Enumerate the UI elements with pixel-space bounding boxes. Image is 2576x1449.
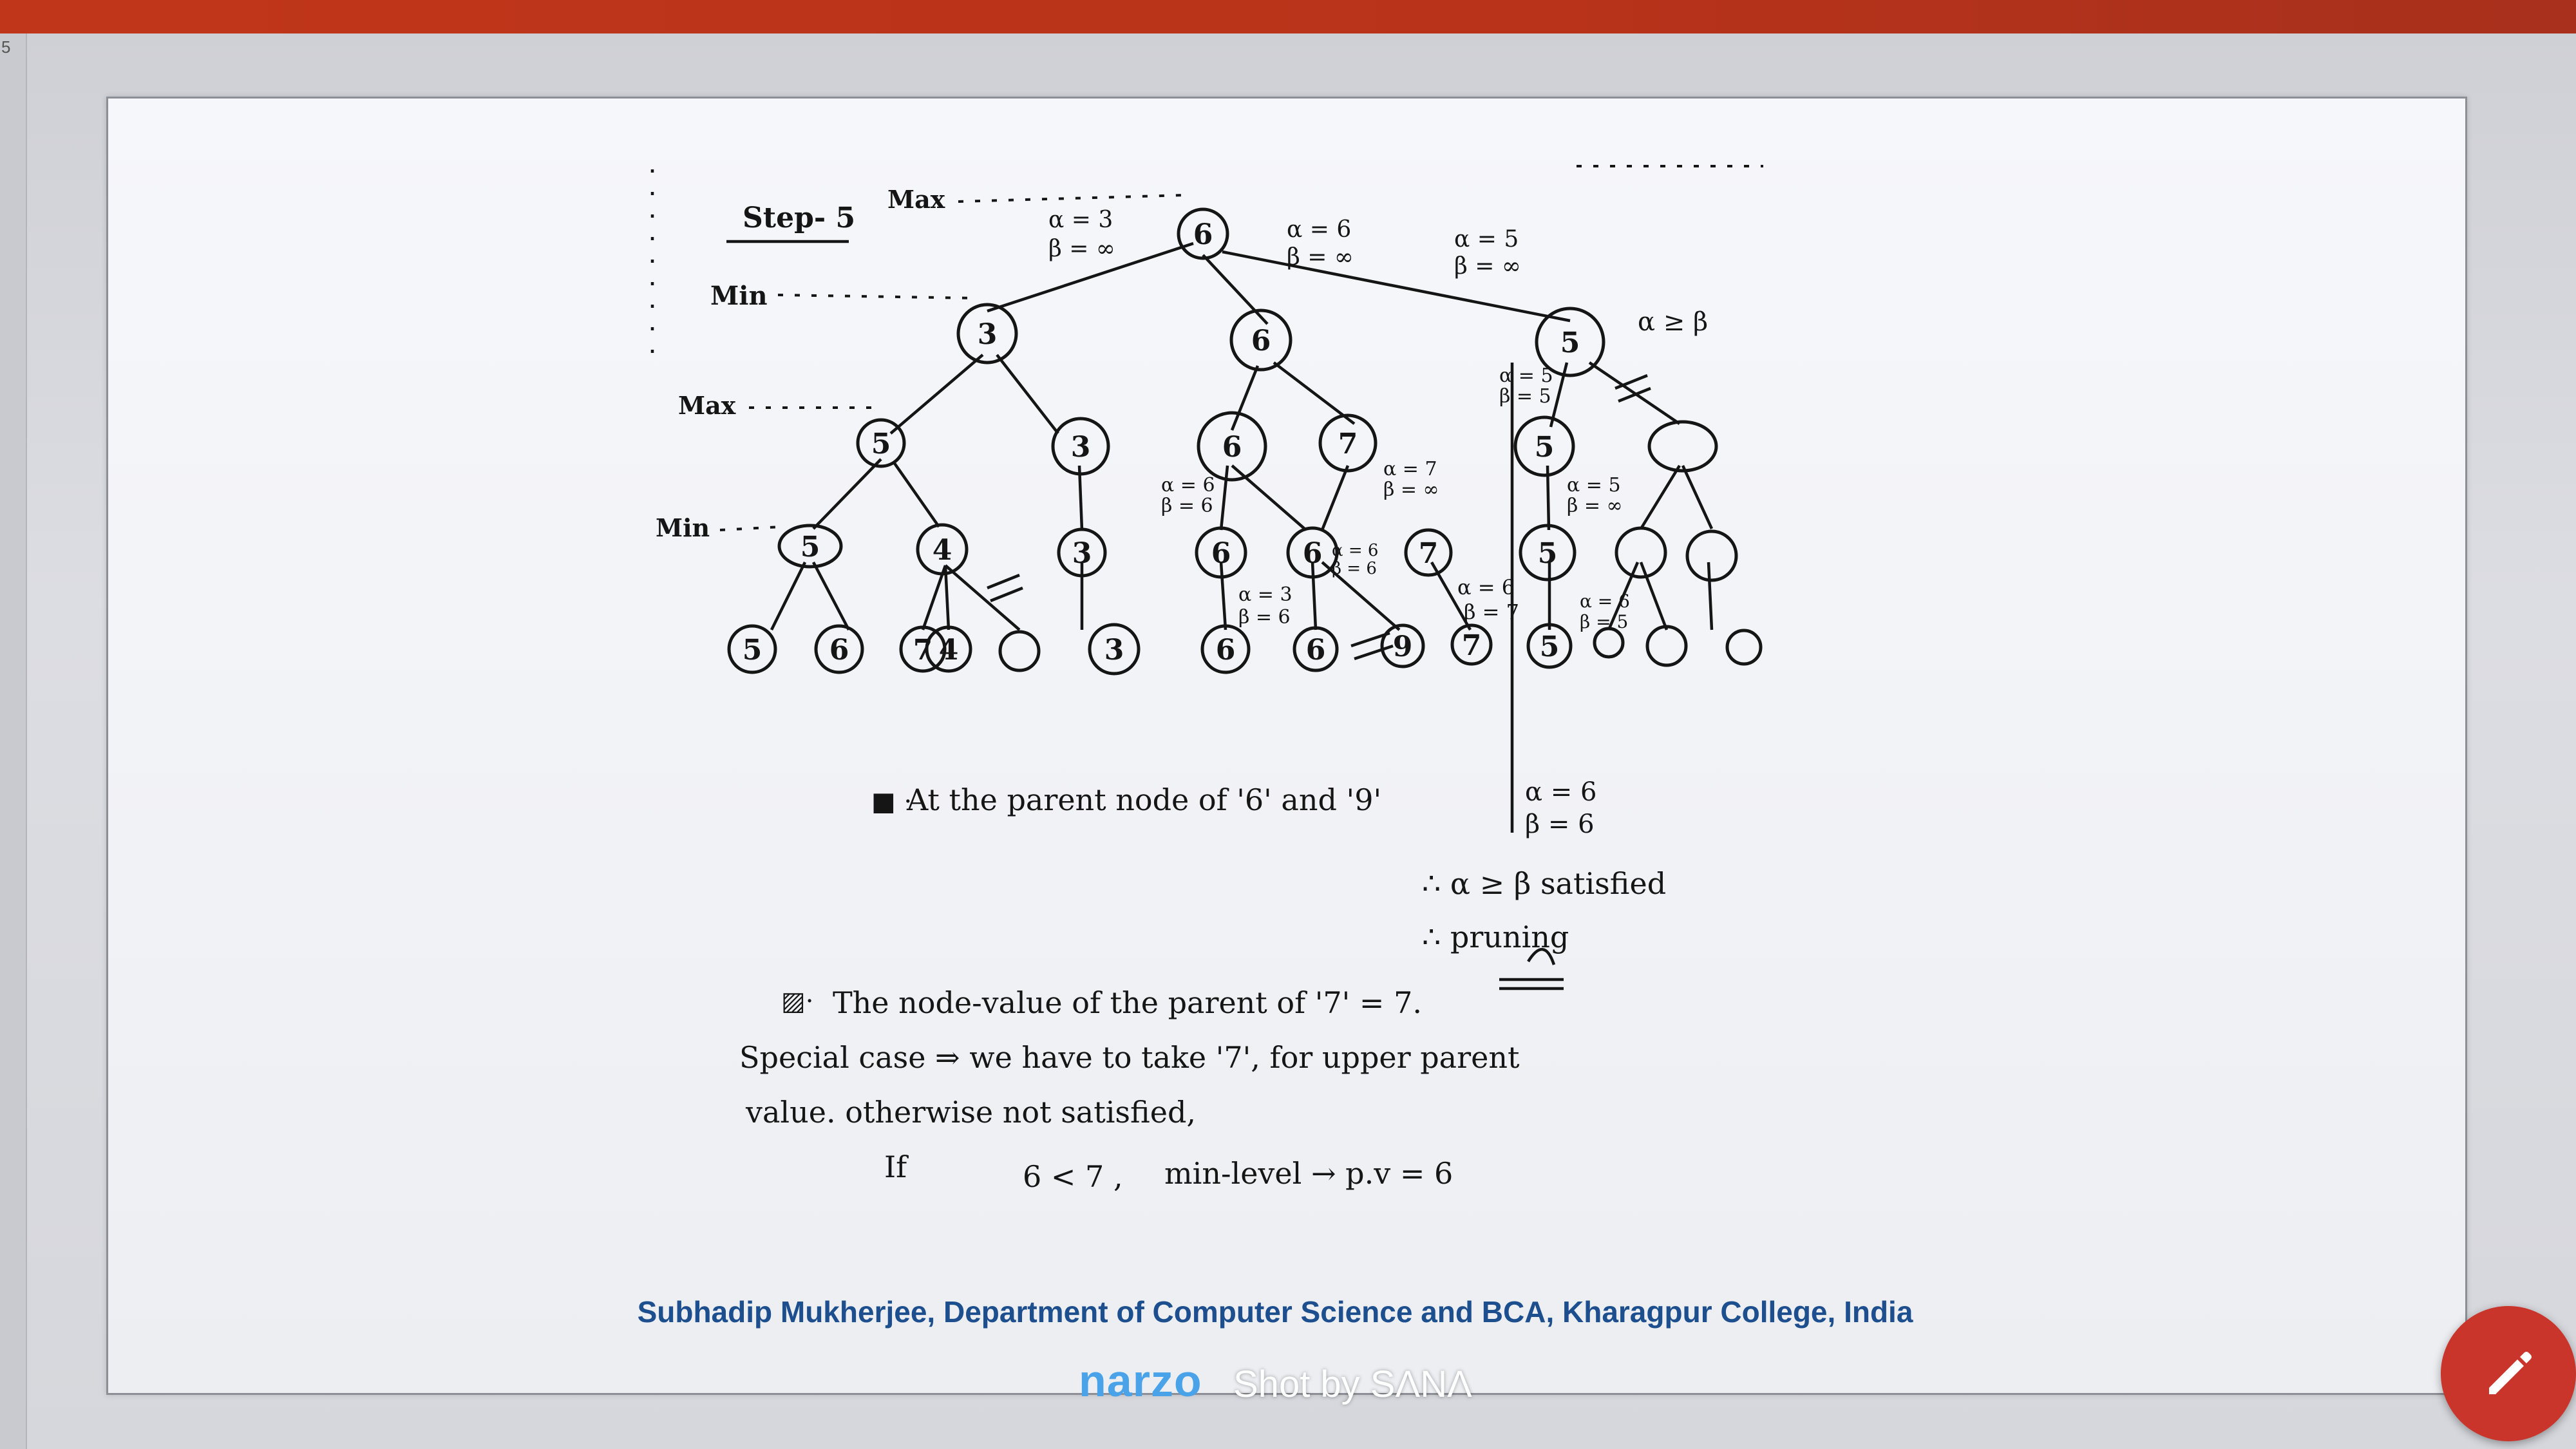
level3-value: 6 <box>1211 537 1231 570</box>
svg-text:β = 6: β = 6 <box>1238 606 1291 629</box>
svg-text:α = 6: α = 6 <box>1580 591 1630 612</box>
svg-text:α = 7: α = 7 <box>1383 458 1437 480</box>
left-edge-digit: 5 <box>1 37 11 57</box>
alpha-beta-annotations <box>1048 207 1708 632</box>
svg-text:β = ∞: β = ∞ <box>1567 495 1623 517</box>
level3-value: 7 <box>1418 537 1439 570</box>
leaf-value: 5 <box>742 634 762 667</box>
watermark-text: Shot by SΛNΛ <box>1233 1363 1472 1405</box>
leaf-value: 6 <box>829 634 849 667</box>
line3: ∴ pruning <box>1422 920 1569 954</box>
root-value: 6 <box>1193 218 1213 251</box>
step-title: Step- 5 <box>743 202 856 234</box>
svg-text:α = 3: α = 3 <box>1048 207 1113 233</box>
slide-footer-credit: Subhadip Mukherjee, Department of Computer Science and BCA, Kharagpur College, India <box>637 1295 1913 1329</box>
leaf-value: 6 <box>1305 634 1326 667</box>
left-panel-edge <box>0 33 27 1449</box>
line1-beta: β = 6 <box>1525 810 1595 839</box>
level1-value: 5 <box>1560 327 1580 359</box>
svg-text:β = ∞: β = ∞ <box>1048 236 1115 262</box>
level-label-max2: Max <box>678 391 736 420</box>
leaf-value: 7 <box>913 634 933 667</box>
level3-value: 5 <box>1537 537 1558 570</box>
leaf-value: 6 <box>1215 634 1236 667</box>
svg-text:■ ·: ■ · <box>871 787 913 817</box>
explanation <box>739 777 1666 1194</box>
line2: ∴ α ≥ β satisfied <box>1422 866 1667 901</box>
leaf-value: 3 <box>1104 634 1124 667</box>
leaf-value: 7 <box>1461 629 1482 662</box>
svg-text:α = 6: α = 6 <box>1287 216 1352 243</box>
level3-nodes <box>779 525 1736 580</box>
level2-nodes <box>858 413 1716 480</box>
level3-value: 4 <box>932 534 952 567</box>
svg-text:β = ∞: β = ∞ <box>1454 253 1521 279</box>
slide-frame <box>106 97 2467 1395</box>
svg-text:β = 5: β = 5 <box>1580 611 1629 632</box>
level1-value: 3 <box>977 318 998 351</box>
handwritten-notes <box>108 99 2465 1393</box>
svg-text:β = 6: β = 6 <box>1161 495 1213 517</box>
level2-value: 5 <box>1534 431 1555 464</box>
level3-value: 5 <box>800 531 820 564</box>
svg-text:α = 5: α = 5 <box>1454 226 1519 252</box>
top-window-bar <box>0 0 2576 33</box>
svg-text:β = ∞: β = ∞ <box>1287 244 1354 270</box>
svg-text:α = 5: α = 5 <box>1567 474 1621 497</box>
svg-text:β = 7: β = 7 <box>1464 600 1520 624</box>
level3-value: 3 <box>1072 537 1092 570</box>
svg-text:α = 6: α = 6 <box>1332 541 1379 560</box>
line5: Special case ⇒ we have to take '7', for upper parent <box>739 1040 1520 1075</box>
line6: value. otherwise not satisfied, <box>746 1095 1197 1130</box>
watermark-brand: narzo <box>1079 1356 1202 1406</box>
camera-watermark <box>1069 1352 1520 1404</box>
level1-value: 6 <box>1251 325 1271 357</box>
svg-text:α ≥ β: α ≥ β <box>1638 307 1709 337</box>
svg-text:β = 6: β = 6 <box>1332 559 1377 578</box>
level2-value: 3 <box>1070 431 1091 464</box>
level-label-min2: Min <box>656 513 710 542</box>
level2-value: 6 <box>1222 431 1242 464</box>
line7-rest: min-level → p.v = 6 <box>1164 1156 1454 1191</box>
level-label-max1: Max <box>887 185 945 214</box>
level3-value: 6 <box>1302 537 1323 570</box>
line4: The node-value of the parent of '7' = 7. <box>833 985 1422 1020</box>
leaf-value: 5 <box>1539 630 1560 663</box>
level-label-min1: Min <box>710 281 768 311</box>
svg-text:▨·: ▨· <box>781 987 814 1016</box>
line1: At the parent node of '6' and '9' <box>907 782 1382 817</box>
level2-value: 7 <box>1338 428 1358 460</box>
leaf-value: 9 <box>1392 630 1413 663</box>
svg-text:α = 6: α = 6 <box>1457 575 1515 600</box>
line7-if: If <box>884 1150 907 1184</box>
svg-text:α = 6: α = 6 <box>1161 474 1215 497</box>
edit-button[interactable] <box>2441 1306 2576 1441</box>
line7-compare: 6 < 7 , <box>1023 1159 1123 1194</box>
pencil-icon <box>2476 1341 2541 1406</box>
svg-text:α = 5: α = 5 <box>1499 365 1553 387</box>
svg-text:β = ∞: β = ∞ <box>1383 478 1439 501</box>
line1-alpha: α = 6 <box>1525 777 1597 807</box>
leaf-value: 4 <box>938 634 959 667</box>
svg-text:α = 3: α = 3 <box>1238 583 1293 606</box>
level2-value: 5 <box>871 428 891 460</box>
svg-text:β = 5: β = 5 <box>1499 385 1551 408</box>
